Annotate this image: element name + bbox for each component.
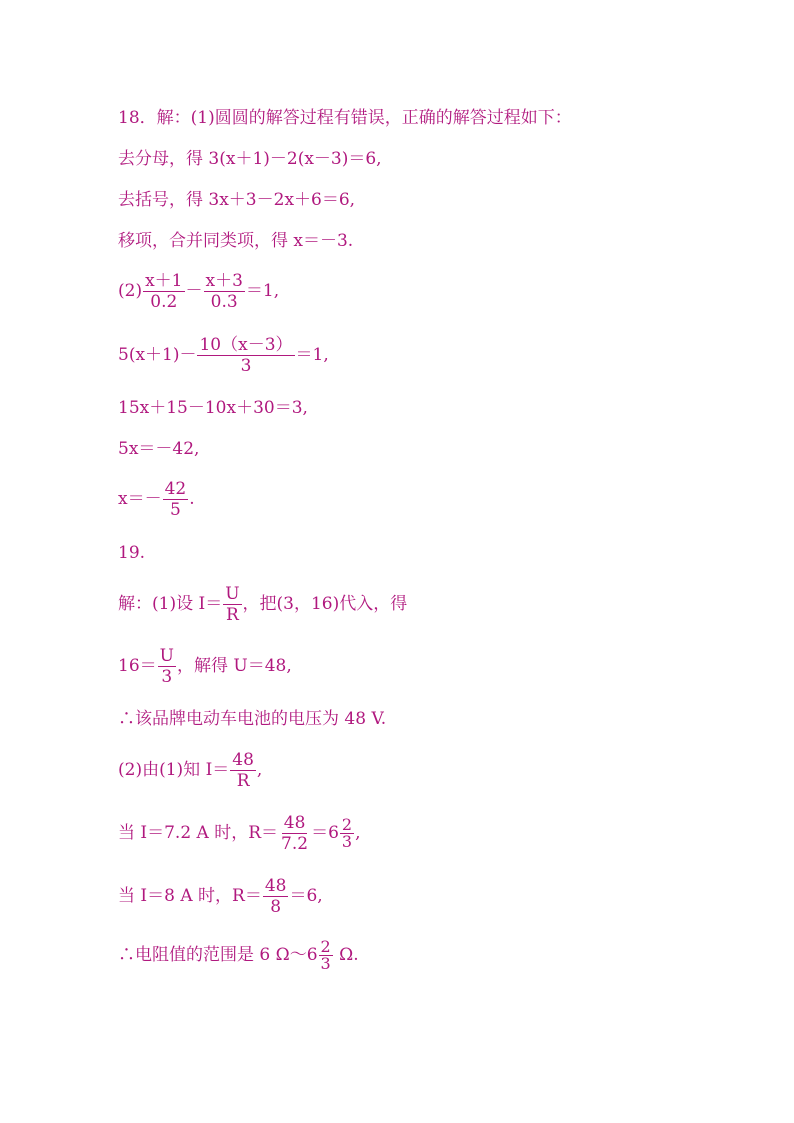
equation-prefix: 5(x＋1)－	[118, 345, 197, 365]
fraction	[163, 479, 189, 520]
fraction-denominator: 8	[270, 897, 282, 917]
fraction	[197, 335, 294, 376]
fraction-numerator: x＋1	[145, 271, 183, 291]
q18-part2-equation	[118, 271, 279, 312]
equation-prefix: (2)由(1)知 I＝	[118, 760, 230, 780]
fraction-numerator: 2	[320, 937, 331, 956]
fraction	[143, 271, 184, 312]
fraction-denominator: 3	[161, 667, 173, 687]
equation-prefix: 解：(1)设 I＝	[118, 594, 223, 614]
q18-part2-step2: 15x＋15－10x＋30＝3,	[118, 398, 308, 418]
q18-step-combine: 移项，合并同类项，得 x＝－3.	[118, 231, 354, 251]
minus-sign: －	[185, 281, 203, 301]
q19-case-7-2A	[118, 813, 361, 854]
fraction-numerator: 48	[264, 876, 287, 896]
equation-prefix: 当 I＝8 A 时，R＝	[118, 886, 262, 906]
fraction-denominator: 3	[341, 832, 353, 851]
fraction-denominator: 3	[320, 954, 331, 973]
q18-part2-step3: 5x＝－42,	[118, 439, 200, 459]
equation-suffix: ＝1,	[295, 345, 329, 365]
equation-suffix: ,	[355, 823, 361, 843]
mixed-fraction	[319, 939, 333, 972]
q19-resistance-range	[118, 939, 359, 972]
q18-title: 18．解：(1)圆圆的解答过程有错误，正确的解答过程如下：	[118, 108, 572, 128]
q19-step2	[118, 646, 292, 687]
equation-middle: ＝6	[311, 823, 339, 843]
q19-part2-formula	[118, 750, 262, 791]
fraction-numerator: 2	[341, 815, 353, 834]
equation-prefix: 当 I＝7.2 A 时，R＝	[118, 823, 279, 843]
fraction-numerator: U	[225, 584, 240, 604]
part2-prefix: (2)	[118, 281, 143, 301]
equation-suffix: ＝1,	[245, 281, 280, 301]
fraction	[204, 271, 245, 312]
fraction-denominator: R	[236, 771, 250, 791]
fraction	[279, 813, 310, 854]
mixed-fraction	[340, 817, 354, 850]
fraction-denominator: R	[225, 605, 239, 625]
q18-part2-answer	[118, 479, 195, 520]
equation-suffix: ，把(3，16)代入，得	[242, 594, 408, 614]
q19-case-8A	[118, 876, 323, 917]
equation-suffix: ,	[256, 760, 263, 780]
fraction	[230, 750, 256, 791]
q19-step1	[118, 584, 407, 625]
fraction-numerator: 48	[232, 750, 254, 770]
q19-title: 19.	[118, 543, 146, 563]
equation-suffix: ，解得 U＝48,	[176, 656, 292, 676]
fraction-denominator: 0.3	[210, 292, 238, 312]
equation-suffix: ＝6,	[289, 886, 323, 906]
fraction	[223, 584, 241, 625]
fraction-denominator: 5	[170, 500, 181, 520]
fraction-numerator: 48	[283, 813, 306, 833]
fraction	[158, 646, 176, 687]
fraction-numerator: x＋3	[205, 271, 243, 291]
fraction-numerator: U	[159, 646, 174, 666]
equation-prefix: ∴电阻值的范围是 6 Ω～6	[118, 945, 318, 965]
q18-part2-step1	[118, 335, 329, 376]
equation-prefix: 16＝	[118, 656, 157, 676]
equation-prefix: x＝－	[118, 489, 162, 509]
fraction	[263, 876, 289, 917]
q19-voltage-conclusion: ∴该品牌电动车电池的电压为 48 V.	[118, 709, 387, 729]
fraction-numerator: 10（x－3）	[199, 335, 293, 355]
fraction-denominator: 0.2	[150, 292, 178, 312]
fraction-denominator: 3	[240, 356, 252, 376]
fraction-numerator: 42	[164, 479, 187, 499]
equation-suffix: .	[189, 489, 195, 509]
q18-step-brackets: 去括号，得 3x＋3－2x＋6＝6,	[118, 190, 356, 210]
equation-suffix: Ω.	[333, 945, 359, 965]
q18-step-denominator: 去分母，得 3(x＋1)－2(x－3)＝6,	[118, 149, 382, 169]
fraction-denominator: 7.2	[281, 834, 309, 854]
